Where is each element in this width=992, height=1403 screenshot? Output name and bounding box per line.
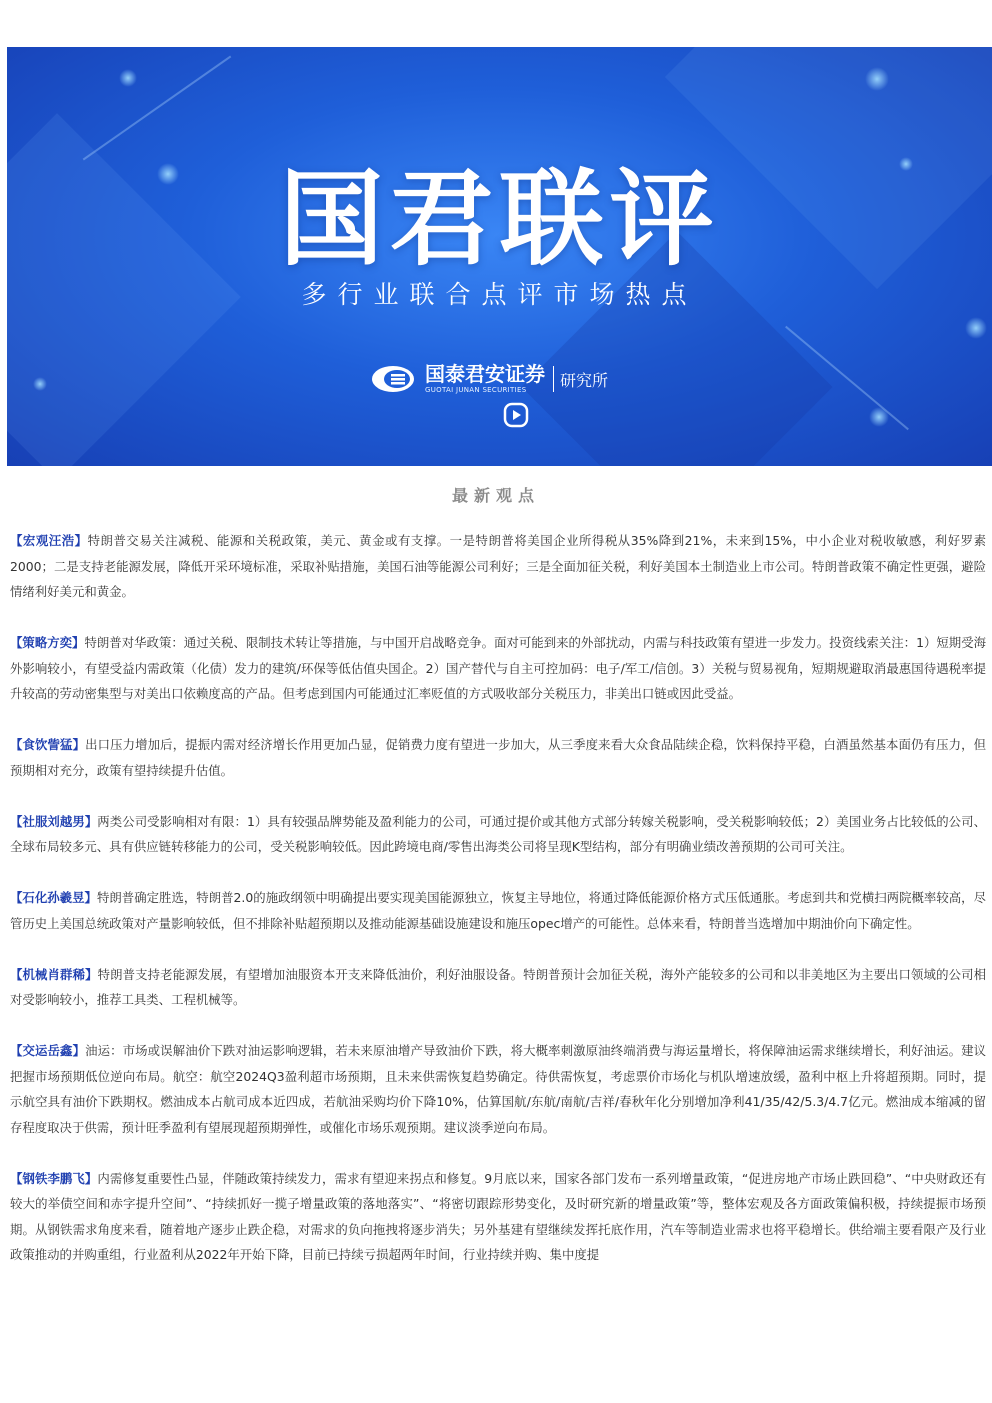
article-body bbox=[10, 528, 986, 1293]
paragraph-text: 特朗普确定胜选，特朗普2.0的施政纲领中明确提出要实现美国能源独立，恢复主导地位，将通过降低能源价格方式压低通胀。考虑到共和党横扫两院概率较高，尽管历史上美国总统政策对产量影响较低，但不排除补贴超预期以及推动能源基础设施建设和施压opec增产的可能性。总体来看，特朗普当选增加中期油价向下确定性。 bbox=[10, 890, 986, 931]
paragraph-petrochemical bbox=[10, 885, 986, 936]
paragraph-text: 特朗普支持老能源发展，有望增加油服资本开支来降低油价，利好油服设备。特朗普预计会加征关税，海外产能较多的公司和以非美地区为主要出口领域的公司相对受影响较小，推荐工具类、工程机械等。 bbox=[10, 966, 987, 1007]
paragraph-text: 特朗普对华政策：通过关税、限制技术转让等措施，与中国开启战略竞争。面对可能到来的外部扰动，内需与科技政策有望进一步发力。投资线索关注：1）短期受海外影响较小，有望受益内需政策（化债）发力的建筑/环保等低估值央国企。2）国产替代与自主可控加码：电子/军工/信创。3）关税与贸易视角，短期规避取消最惠国待遇税率提升较高的劳动密集型与对美出口依赖度高的产品。但考虑到国内可能通过汇率贬值的方式吸收部分关税压力，非美出口链或因此受益。 bbox=[10, 635, 987, 701]
brand-institute: 研究所 bbox=[560, 370, 609, 390]
paragraph-social-services bbox=[10, 809, 986, 860]
brand-block bbox=[371, 359, 608, 399]
brand-english-name: GUOTAI JUNAN SECURITIES bbox=[425, 386, 527, 394]
paragraph-food-beverage bbox=[10, 732, 986, 783]
brand-divider bbox=[553, 366, 554, 392]
analyst-tag: 【石化孙羲昱】 bbox=[10, 890, 97, 905]
paragraph-steel bbox=[10, 1166, 986, 1268]
brand-logo-icon bbox=[371, 365, 415, 393]
paragraph-text: 两类公司受影响相对有限：1）具有较强品牌势能及盈利能力的公司，可通过提价或其他方式部分转嫁关税影响，受关税影响较低；2）美国业务占比较低的公司、全球布局较多元、具有供应链转移能力的公司，受关税影响较低。因此跨境电商/零售出海类公司将呈现K型结构，部分有明确业绩改善预期的公司可关注。 bbox=[10, 813, 987, 854]
paragraph-macro bbox=[10, 528, 986, 605]
paragraph-text: 出口压力增加后，提振内需对经济增长作用更加凸显，促销费力度有望进一步加大，从三季度来看大众食品陆续企稳，饮料保持平稳，白酒虽然基本面仍有压力，但预期相对充分，政策有望持续提升估值。 bbox=[10, 737, 987, 778]
analyst-tag: 【策略方奕】 bbox=[10, 635, 85, 650]
paragraph-strategy bbox=[10, 630, 986, 707]
paragraph-text: 油运：市场或误解油价下跌对油运影响逻辑，若未来原油增产导致油价下跌，将大概率刺激原油终端消费与海运量增长，将保障油运需求继续增长，利好油运。建议把握市场预期低位逆向布局。航空：航空2024Q3盈利超市场预期，且未来供需恢复趋势确定。待供需恢复，考虑票价市场化与机队增速放缓，盈利中枢上升将超预期。同时，提示航空具有油价下跌期权。燃油成本占航司成本近四成，若航油采购均价下降10%，估算国航/东航/南航/吉祥/春秋年化分别增加净利41/35/42/5.3/4.7亿元。燃油成本缩减的留存程度取决于供需，预计旺季盈利有望展现超预期弹性，或催化市场乐观预期。建议淡季逆向布局。 bbox=[10, 1043, 987, 1135]
header-banner bbox=[7, 47, 992, 466]
analyst-tag: 【社服刘越男】 bbox=[10, 813, 98, 829]
banner-title: 国君联评 bbox=[279, 157, 720, 280]
paragraph-transportation bbox=[10, 1038, 986, 1140]
paragraph-machinery bbox=[10, 962, 986, 1013]
analyst-tag: 【交运岳鑫】 bbox=[10, 1043, 86, 1058]
paragraph-text: 内需修复重要性凸显，伴随政策持续发力，需求有望迎来拐点和修复。9月底以来，国家各部门发布一系列增量政策，“促进房地产市场止跌回稳”、“中央财政还有较大的举债空间和赤字提升空间”、“持续抓好一揽子增量政策的落地落实”、“将密切跟踪形势变化，及时研究新的增量政策”等，整体宏观及各方面政策偏积极，持续提振市场预期。从钢铁需求角度来看，随着地产逐步止跌企稳，对需求的负向拖拽将逐步消失；另外基建有望继续发挥托底作用，汽车等制造业需求也将平稳增长。供给端主要看限产及行业政策推动的并购重组，行业盈利从2022年开始下降，目前已持续亏损超两年时间，行业持续并购、集中度提 bbox=[10, 1170, 987, 1262]
paragraph-text: 特朗普交易关注减税、能源和关税政策，美元、黄金或有支撑。一是特朗普将美国企业所得税从35%降到21%，未来到15%，中小企业对税收敏感，利好罗素2000；二是支持老能源发展，降低开采环境标准，采取补贴措施，美国石油等能源公司利好；三是全面加征关税，利好美国本土制造业上市公司。特朗普政策不确定性更强，避险情绪利好美元和黄金。 bbox=[10, 533, 986, 599]
banner-subtitle: 多行业联合点评市场热点 bbox=[301, 280, 698, 309]
analyst-tag: 【机械肖群稀】 bbox=[10, 966, 98, 982]
section-title: 最新观点 bbox=[451, 486, 540, 505]
analyst-tag: 【宏观汪浩】 bbox=[10, 533, 88, 548]
analyst-tag: 【钢铁李鹏飞】 bbox=[10, 1170, 98, 1186]
play-icon[interactable] bbox=[503, 402, 529, 428]
analyst-tag: 【食饮訾猛】 bbox=[10, 737, 86, 752]
brand-name: 国泰君安证券 bbox=[425, 362, 545, 386]
